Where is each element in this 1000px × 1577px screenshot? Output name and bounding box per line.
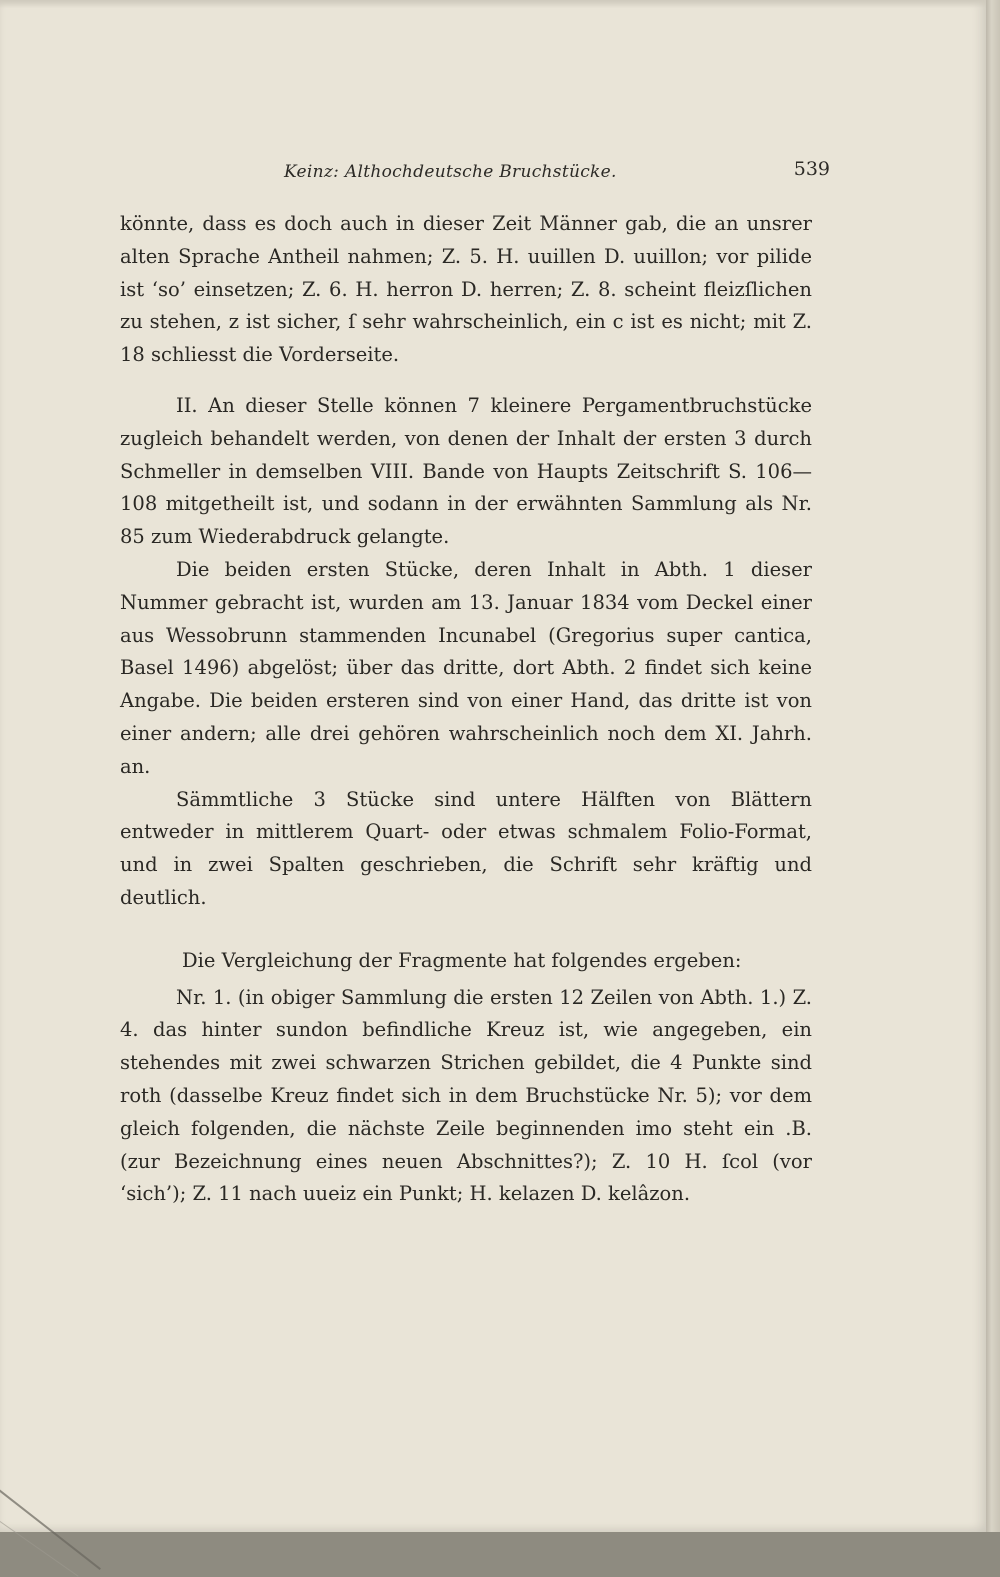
running-header	[284, 158, 830, 190]
paragraph-first-pieces: Die beiden ersten Stücke, deren Inhalt in Abth. 1 dieser Nummer gebracht ist, wurden am 13. Januar 1834 vom Deckel einer aus Wessobrunn stammenden Incunabel (Gregorius super cantica, Basel 1496) abgelöst; über das dritte, dort Abth. 2 findet sich keine Angabe. Die beiden ersteren sind von einer Hand, das dritte ist von einer andern; alle drei gehören wahrscheinlich noch dem XI. Jahrh. an.	[120, 557, 812, 778]
paragraph-section-ii: II. An dieser Stelle können 7 kleinere Pergamentbruchstücke zugleich behandelt werden, von denen der Inhalt der ersten 3 durch Schmeller in demselben VIII. Bande von Haupts Zeitschrift S. 106—108 mitgetheilt ist, und sodann in der erwähnten Sammlung als Nr. 85 zum Wiederabdruck gelangte.	[120, 393, 812, 549]
page-top-edge	[0, 0, 986, 8]
paragraph-nr-1: Nr. 1. (in obiger Sammlung die ersten 12 Zeilen von Abth. 1.) Z. 4. das hinter sundon befindliche Kreuz ist, wie angegeben, ein stehendes mit zwei schwarzen Strichen gebildet, die 4 Punkte sind roth (dasselbe Kreuz findet sich in dem Bruchstücke Nr. 5); vor dem gleich folgenden, die nächste Zeile beginnenden imo steht ein .B. (zur Bezeichnung eines neuen Abschnittes?); Z. 10 H. ſcol (vor ‘sich’); Z. 11 nach uueiz ein Punkt; H. kelazen D. kelâzon.	[120, 985, 812, 1206]
paragraph-all-pieces: Sämmtliche 3 Stücke sind untere Hälften von Blättern entweder in mittlerem Quart- oder etwas schmalem Folio-Format, und in zwei Spalten geschrieben, die Schrift sehr kräftig und deutlich.	[120, 787, 812, 909]
page-edge-strip	[986, 0, 1000, 1532]
body-text	[120, 208, 812, 1211]
paragraph-continuation: könnte, dass es doch auch in dieser Zeit Männer gab, die an unsrer alten Sprache Antheil nahmen; Z. 5. H. uuillen D. uuillon; vor pilide ist ‘so’ einsetzen; Z. 6. H. herron D. herren; Z. 8. scheint fleizſlichen zu stehen, z ist sicher, ſ sehr wahrscheinlich, ein c ist es nicht; mit Z. 18 schliesst die Vorderseite.	[120, 212, 812, 367]
page-number: 539	[793, 158, 830, 180]
running-title: Keinz: Althochdeutsche Bruchstücke.	[284, 162, 617, 182]
paragraph-comparison-intro: Die Vergleichung der Fragmente hat folgendes ergeben:	[182, 948, 742, 972]
